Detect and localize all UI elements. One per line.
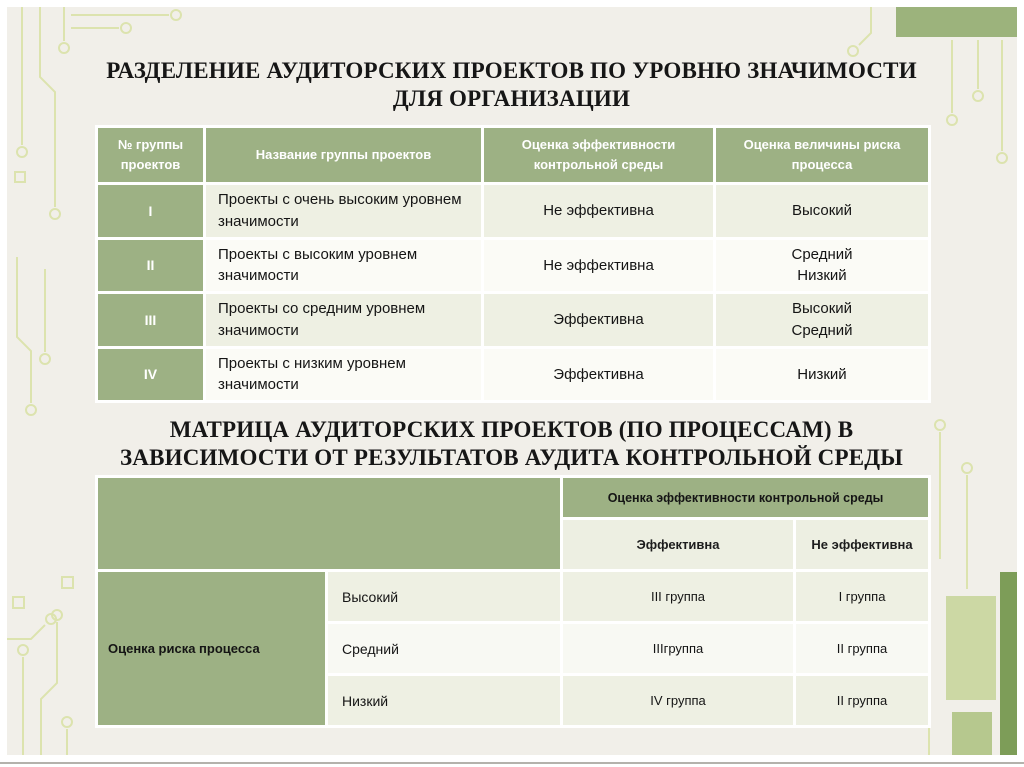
risk-value: Высокий bbox=[791, 300, 853, 318]
group-result-cell: II группа bbox=[795, 675, 930, 727]
right-small-block bbox=[952, 712, 992, 755]
title-line: ДЛЯ ОРГАНИЗАЦИИ bbox=[392, 85, 631, 111]
title-line: РАЗДЕЛЕНИЕ АУДИТОРСКИХ ПРОЕКТОВ ПО УРОВНЮ ЗНАЧИМОСТИ bbox=[106, 58, 917, 83]
slide-content bbox=[7, 7, 928, 728]
risk-cell bbox=[715, 184, 930, 239]
risk-value: Средний bbox=[791, 321, 853, 339]
table-row bbox=[97, 238, 930, 293]
header-process-risk: Оценка величины риска процесса bbox=[715, 127, 930, 184]
significance-table bbox=[95, 125, 931, 403]
header-group-number: № группы проектов bbox=[97, 127, 205, 184]
table-row bbox=[97, 347, 930, 402]
group-number-cell: III bbox=[97, 293, 205, 348]
right-edge-bar bbox=[1000, 572, 1017, 755]
matrix-table bbox=[95, 475, 931, 728]
group-result-cell: IV группа bbox=[562, 675, 795, 727]
title-matrix bbox=[95, 416, 928, 471]
title-line: МАТРИЦА АУДИТОРСКИХ ПРОЕКТОВ (ПО ПРОЦЕССАМ) В bbox=[169, 417, 854, 443]
effectiveness-cell: Эффективна bbox=[483, 347, 715, 402]
significance-header-row bbox=[97, 127, 930, 184]
matrix-header-row bbox=[97, 477, 930, 519]
project-name-cell: Проекты со средним уровнем значимости bbox=[205, 293, 483, 348]
right-light-block bbox=[946, 596, 996, 700]
risk-value: Низкий bbox=[797, 267, 847, 285]
effectiveness-cell: Не эффективна bbox=[483, 238, 715, 293]
matrix-row-group-header: Оценка риска процесса bbox=[97, 571, 327, 727]
group-result-cell: I группа bbox=[795, 571, 930, 623]
risk-value: Высокий bbox=[791, 202, 853, 220]
risk-cell bbox=[715, 293, 930, 348]
matrix-corner-cell bbox=[97, 477, 562, 571]
risk-level-cell: Средний bbox=[327, 623, 562, 675]
matrix-col-header-effective: Эффективна bbox=[562, 519, 795, 571]
header-group-name: Название группы проектов bbox=[205, 127, 483, 184]
risk-cell bbox=[715, 238, 930, 293]
effectiveness-cell: Эффективна bbox=[483, 293, 715, 348]
project-name-cell: Проекты с высоким уровнем значимости bbox=[205, 238, 483, 293]
slide bbox=[7, 7, 1017, 755]
matrix-column-group-header: Оценка эффективности контрольной среды bbox=[562, 477, 930, 519]
project-name-cell: Проекты с низким уровнем значимости bbox=[205, 347, 483, 402]
group-result-cell: III группа bbox=[562, 571, 795, 623]
risk-level-cell: Высокий bbox=[327, 571, 562, 623]
table-row bbox=[97, 184, 930, 239]
matrix-col-header-not-effective: Не эффективна bbox=[795, 519, 930, 571]
group-number-cell: IV bbox=[97, 347, 205, 402]
group-number-cell: II bbox=[97, 238, 205, 293]
title-line: ЗАВИСИМОСТИ ОТ РЕЗУЛЬТАТОВ АУДИТА КОНТРОЛЬНОЙ СРЕДЫ bbox=[119, 444, 904, 470]
group-number-cell: I bbox=[97, 184, 205, 239]
risk-cell bbox=[715, 347, 930, 402]
title-significance bbox=[95, 57, 928, 112]
matrix-row bbox=[97, 571, 930, 623]
group-result-cell: II группа bbox=[795, 623, 930, 675]
header-control-effectiveness: Оценка эффективности контрольной среды bbox=[483, 127, 715, 184]
risk-level-cell: Низкий bbox=[327, 675, 562, 727]
project-name-cell: Проекты с очень высоким уровнем значимости bbox=[205, 184, 483, 239]
effectiveness-cell: Не эффективна bbox=[483, 184, 715, 239]
slide-bottom-divider bbox=[0, 762, 1024, 764]
risk-value: Низкий bbox=[797, 365, 847, 383]
table-row bbox=[97, 293, 930, 348]
group-result-cell: IIIгруппа bbox=[562, 623, 795, 675]
risk-value: Средний bbox=[791, 245, 853, 263]
